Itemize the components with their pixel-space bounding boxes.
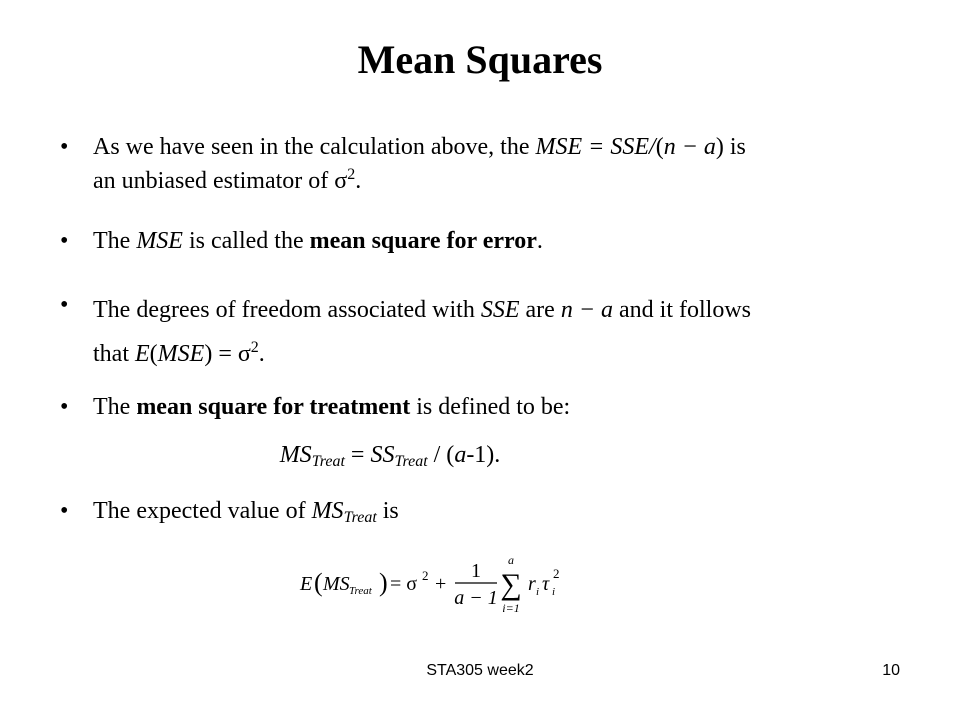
formula-ms: MS xyxy=(323,573,350,595)
formula-sq1: 2 xyxy=(422,568,429,583)
footer-page-number: 10 xyxy=(882,662,900,679)
bullet-mse-unbiased xyxy=(60,130,910,198)
formula-tau: τ xyxy=(542,573,550,595)
bullet-text: The mean square for treatment is defined to be: xyxy=(93,394,571,420)
formula-sum-top: a xyxy=(508,553,514,567)
bullet-marker: • xyxy=(60,394,69,420)
bullet-marker: • xyxy=(60,134,69,160)
bullet-marker: • xyxy=(60,498,69,524)
formula-denominator: a − 1 xyxy=(454,587,498,609)
bullet-marker: • xyxy=(60,228,69,254)
bullet-ms-treatment-def xyxy=(60,390,910,424)
footer-course: STA305 week2 xyxy=(426,662,534,679)
formula-sq2: 2 xyxy=(553,566,560,581)
bullet-text: The expected value of $MS_{Treat}$ is xyxy=(93,498,399,526)
bullet-mse-name xyxy=(60,224,910,258)
formula-treat-sub: Treat xyxy=(349,585,372,597)
formula-e: E xyxy=(300,573,313,595)
ms-treat-definition: $MS_{Treat} = SS_{Treat} / (a-1)$. xyxy=(279,442,501,470)
formula-sum-sign: ∑ xyxy=(500,568,522,601)
bullet-text: The degrees of freedom associated with SSE are n − a and it follows that $E(MSE) = \sigma^2$. xyxy=(93,297,752,367)
slide-title: Mean Squares xyxy=(357,37,603,82)
formula-numerator: 1 xyxy=(471,560,481,582)
formula-sum-bottom: i=1 xyxy=(502,601,520,615)
formula-rparen: ) xyxy=(379,568,388,597)
formula-eq-sigma: = σ xyxy=(390,573,418,595)
formula-tau-sub: i xyxy=(552,586,556,598)
bullet-degrees-of-freedom xyxy=(60,288,910,376)
expected-ms-treat-formula xyxy=(290,550,590,620)
formula-r-sub: i xyxy=(536,586,540,598)
formula-r: r xyxy=(528,573,536,595)
bullet-marker: • xyxy=(60,292,69,318)
formula-plus: + xyxy=(435,573,447,595)
bullet-expected-value xyxy=(60,494,910,535)
formula-lparen: ( xyxy=(314,568,323,597)
bullet-text: The MSE is called the mean square for error. xyxy=(93,228,543,254)
bullet-text: As we have seen in the calculation above, the MSE = SSE/(n − a) is an unbiased estimator of $\sigma^2$. xyxy=(93,134,746,194)
